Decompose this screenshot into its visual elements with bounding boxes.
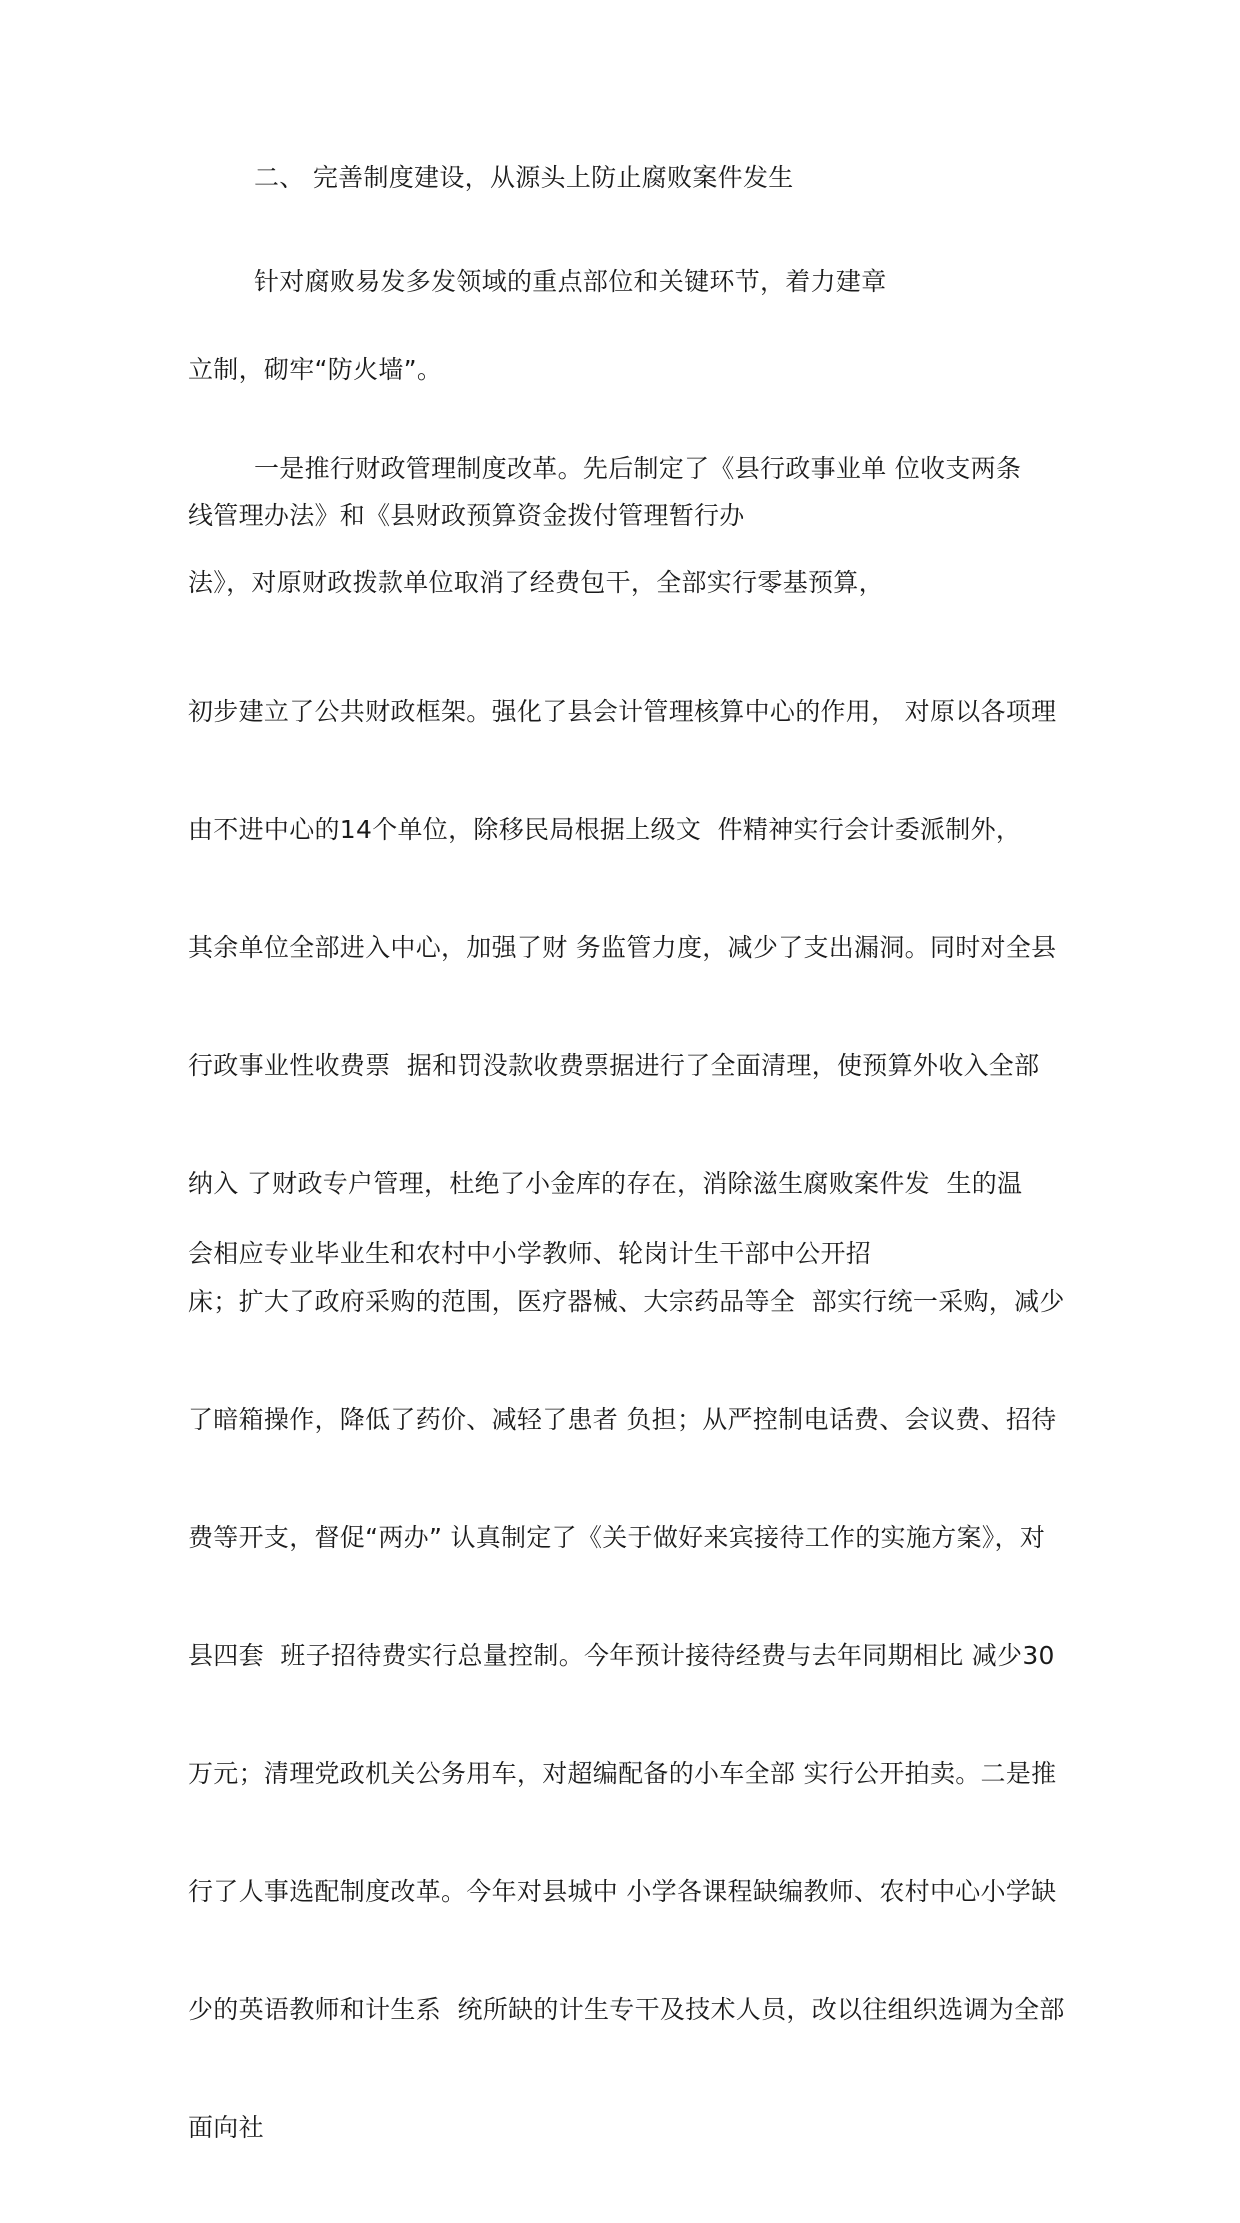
body-line: 费等开支，督促“两办” 认真制定了《关于做好来宾接待工作的实施方案》，对 xyxy=(188,1523,1046,1552)
paragraph-line-1: 一是推行财政管理制度改革。先后制定了《县行政事业单 位收支两条 xyxy=(254,454,1022,483)
final-line: 会相应专业毕业生和农村中小学教师、轮岗计生干部中公开招 xyxy=(188,1239,872,1268)
body-line: 其余单位全部进入中心，加强了财 务监管力度，减少了支出漏洞。同时对全县 xyxy=(188,933,1057,962)
paragraph-line-2: 线管理办法》和《县财政预算资金拨付管理暂行办 xyxy=(188,501,745,530)
paragraph-line-3: 法》，对原财政拨款单位取消了经费包干，全部实行零基预算， xyxy=(188,568,884,597)
body-line: 少的英语教师和计生系 统所缺的计生专干及技术人员，改以往组织选调为全部 xyxy=(188,1995,1065,2024)
body-line: 行政事业性收费票 据和罚没款收费票据进行了全面清理，使预算外收入全部 xyxy=(188,1051,1040,1080)
body-paragraph xyxy=(188,617,1065,2223)
body-line: 行了人事选配制度改革。今年对县城中 小学各课程缺编教师、农村中心小学缺 xyxy=(188,1877,1057,1906)
body-line: 面向社 xyxy=(188,2113,264,2142)
body-line: 由不进中心的14个单位，除移民局根据上级文 件精神实行会计委派制外， xyxy=(188,815,1022,844)
section-heading: 二、 完善制度建设，从源头上防止腐败案件发生 xyxy=(254,163,794,192)
body-line: 床；扩大了政府采购的范围，医疗器械、大宗药品等全 部实行统一采购，减少 xyxy=(188,1287,1065,1316)
body-line: 了暗箱操作，降低了药价、减轻了患者 负担；从严控制电话费、会议费、招待 xyxy=(188,1405,1057,1434)
intro-line-2: 立制，砌牢“防火墙”。 xyxy=(188,355,443,384)
body-line: 初步建立了公共财政框架。强化了县会计管理核算中心的作用， 对原以各项理 xyxy=(188,697,1057,726)
body-line: 万元；清理党政机关公务用车，对超编配备的小车全部 实行公开拍卖。二是推 xyxy=(188,1759,1057,1788)
body-line: 纳入 了财政专户管理，杜绝了小金库的存在，消除滋生腐败案件发 生的温 xyxy=(188,1169,1023,1198)
intro-line-1: 针对腐败易发多发领域的重点部位和关键环节，着力建章 xyxy=(254,267,887,296)
body-line: 县四套 班子招待费实行总量控制。今年预计接待经费与去年同期相比 减少30 xyxy=(188,1641,1055,1670)
